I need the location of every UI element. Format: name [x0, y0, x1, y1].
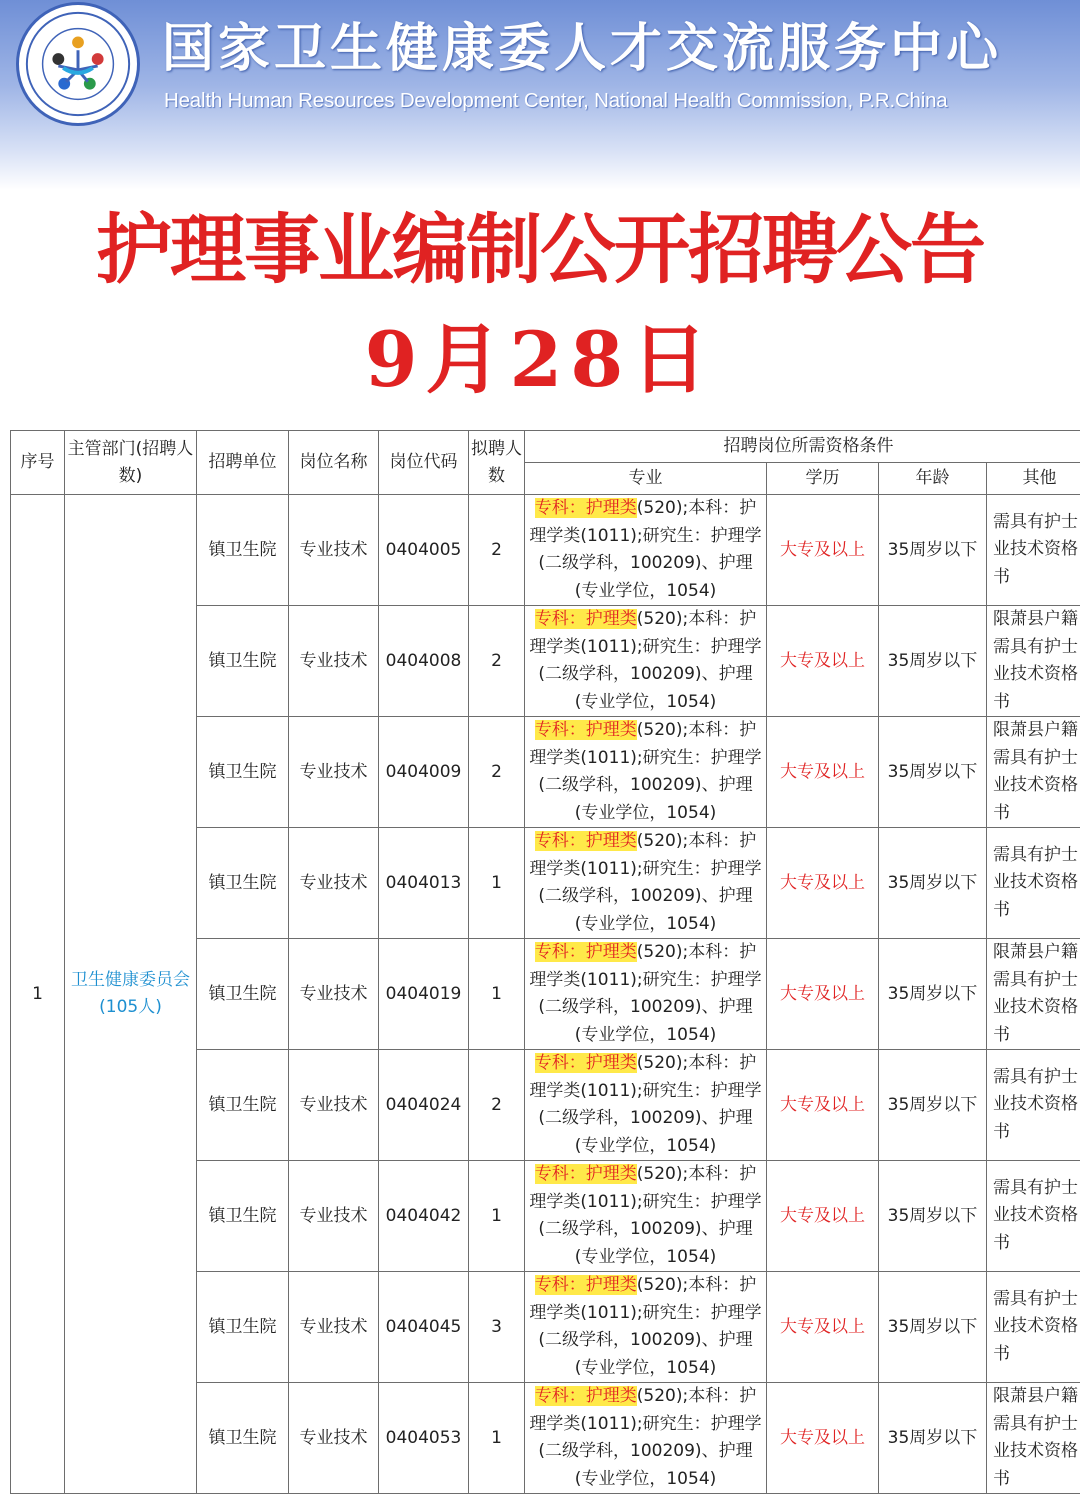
other-line: 业技术资格: [993, 872, 1078, 893]
other-cell: [987, 1272, 1080, 1383]
num-cell: 1: [469, 1161, 525, 1272]
age-cell: 35周岁以下: [879, 717, 987, 828]
header-other: 其他: [987, 463, 1080, 495]
major-cell: [525, 1161, 767, 1272]
post-cell: 专业技术: [289, 717, 379, 828]
unit-cell: 镇卫生院: [197, 1383, 289, 1494]
num-cell: 2: [469, 717, 525, 828]
major-rest: (520);本科：护理学类(1011);研究生：护理学(二级学科，100209)、护理(专业学位，1054): [529, 942, 762, 1045]
other-line: 需具有护士: [993, 1066, 1078, 1087]
num-cell: 2: [469, 495, 525, 606]
age-cell: 35周岁以下: [879, 606, 987, 717]
post-cell: 专业技术: [289, 1161, 379, 1272]
edu-cell: 大专及以上: [767, 939, 879, 1050]
major-rest: (520);本科：护理学类(1011);研究生：护理学(二级学科，100209)、护理(专业学位，1054): [529, 1275, 762, 1378]
header-dept: 主管部门(招聘人数): [65, 431, 197, 495]
major-cell: [525, 828, 767, 939]
header-post: 岗位名称: [289, 431, 379, 495]
other-cell: [987, 606, 1080, 717]
major-rest: (520);本科：护理学类(1011);研究生：护理学(二级学科，100209)、护理(专业学位，1054): [529, 720, 762, 823]
other-line: 需具有护士: [993, 844, 1078, 865]
other-cell: [987, 495, 1080, 606]
code-cell: 0404042: [379, 1161, 469, 1272]
announcement-date: 9月28日: [364, 315, 716, 404]
major-highlight: 专科：护理类: [534, 1275, 637, 1295]
post-cell: 专业技术: [289, 939, 379, 1050]
edu-cell: 大专及以上: [767, 1383, 879, 1494]
other-line: 需具有护士: [993, 636, 1078, 657]
other-cell: [987, 717, 1080, 828]
post-cell: 专业技术: [289, 495, 379, 606]
other-line: 限萧县户籍: [993, 942, 1078, 962]
header-edu: 学历: [767, 463, 879, 495]
unit-cell: 镇卫生院: [197, 495, 289, 606]
major-highlight: 专科：护理类: [534, 942, 637, 962]
other-line: 需具有护士: [993, 1177, 1078, 1198]
code-cell: 0404024: [379, 1050, 469, 1161]
other-line: 业技术资格: [993, 775, 1078, 795]
other-line: 业技术资格: [993, 997, 1078, 1017]
other-line: 书: [993, 899, 1010, 920]
organization-seal-logo-icon: [16, 2, 140, 126]
post-cell: 专业技术: [289, 1272, 379, 1383]
other-line: 业技术资格: [993, 1316, 1078, 1337]
age-cell: 35周岁以下: [879, 1161, 987, 1272]
header-conditions: 招聘岗位所需资格条件: [525, 431, 1080, 463]
post-cell: 专业技术: [289, 1383, 379, 1494]
other-line: 书: [993, 1232, 1010, 1253]
major-highlight: 专科：护理类: [534, 1053, 637, 1073]
other-line: 书: [993, 1024, 1010, 1045]
header-major: 专业: [525, 463, 767, 495]
other-cell: [987, 939, 1080, 1050]
major-cell: [525, 1383, 767, 1494]
code-cell: 0404045: [379, 1272, 469, 1383]
unit-cell: 镇卫生院: [197, 1050, 289, 1161]
num-cell: 3: [469, 1272, 525, 1383]
age-cell: 35周岁以下: [879, 1383, 987, 1494]
post-cell: 专业技术: [289, 1050, 379, 1161]
other-line: 需具有护士: [993, 1413, 1078, 1434]
edu-cell: 大专及以上: [767, 1161, 879, 1272]
unit-cell: 镇卫生院: [197, 1272, 289, 1383]
major-highlight: 专科：护理类: [534, 1164, 637, 1184]
major-highlight: 专科：护理类: [534, 609, 637, 629]
major-rest: (520);本科：护理学类(1011);研究生：护理学(二级学科，100209)、护理(专业学位，1054): [529, 1386, 762, 1489]
logo-graphic: [19, 5, 137, 123]
header-code: 岗位代码: [379, 431, 469, 495]
other-cell: [987, 828, 1080, 939]
other-line: 书: [993, 802, 1010, 823]
other-line: 需具有护士: [993, 1288, 1078, 1309]
major-highlight: 专科：护理类: [534, 1386, 637, 1406]
edu-cell: 大专及以上: [767, 717, 879, 828]
other-line: 书: [993, 691, 1010, 712]
age-cell: 35周岁以下: [879, 495, 987, 606]
num-cell: 1: [469, 828, 525, 939]
other-line: 书: [993, 1468, 1010, 1489]
num-cell: 2: [469, 1050, 525, 1161]
major-highlight: 专科：护理类: [534, 720, 637, 740]
table-body: [11, 495, 1080, 1494]
code-cell: 0404013: [379, 828, 469, 939]
other-line: 业技术资格: [993, 1094, 1078, 1115]
dept-cell: 卫生健康委员会(105人): [65, 495, 197, 1494]
major-cell: [525, 1050, 767, 1161]
other-line: 需具有护士: [993, 969, 1078, 990]
other-cell: [987, 1383, 1080, 1494]
num-cell: 1: [469, 1383, 525, 1494]
recruitment-table: [10, 430, 1080, 1494]
major-cell: [525, 1272, 767, 1383]
other-line: 业技术资格: [993, 664, 1078, 684]
header-age: 年龄: [879, 463, 987, 495]
other-line: 业技术资格: [993, 1441, 1078, 1461]
major-rest: (520);本科：护理学类(1011);研究生：护理学(二级学科，100209)、护理(专业学位，1054): [529, 831, 762, 934]
edu-cell: 大专及以上: [767, 1050, 879, 1161]
unit-cell: 镇卫生院: [197, 606, 289, 717]
edu-cell: 大专及以上: [767, 606, 879, 717]
num-cell: 1: [469, 939, 525, 1050]
organization-name-en: Health Human Resources Development Center, National Health Commission, P.R.China: [164, 89, 948, 112]
edu-cell: 大专及以上: [767, 828, 879, 939]
age-cell: 35周岁以下: [879, 939, 987, 1050]
other-cell: [987, 1161, 1080, 1272]
edu-cell: 大专及以上: [767, 495, 879, 606]
major-rest: (520);本科：护理学类(1011);研究生：护理学(二级学科，100209)、护理(专业学位，1054): [529, 1164, 762, 1267]
age-cell: 35周岁以下: [879, 1050, 987, 1161]
unit-cell: 镇卫生院: [197, 828, 289, 939]
seq-cell: 1: [11, 495, 65, 1494]
other-line: 需具有护士: [993, 747, 1078, 768]
other-line: 书: [993, 566, 1010, 587]
other-line: 限萧县户籍: [993, 720, 1078, 740]
age-cell: 35周岁以下: [879, 828, 987, 939]
other-line: 限萧县户籍: [993, 609, 1078, 629]
header-num: 拟聘人数: [469, 431, 525, 495]
num-cell: 2: [469, 606, 525, 717]
other-line: 限萧县户籍: [993, 1386, 1078, 1406]
other-line: 书: [993, 1121, 1010, 1142]
major-rest: (520);本科：护理学类(1011);研究生：护理学(二级学科，100209)、护理(专业学位，1054): [529, 1053, 762, 1156]
age-cell: 35周岁以下: [879, 1272, 987, 1383]
code-cell: 0404009: [379, 717, 469, 828]
major-cell: [525, 939, 767, 1050]
unit-cell: 镇卫生院: [197, 717, 289, 828]
header-unit: 招聘单位: [197, 431, 289, 495]
major-highlight: 专科：护理类: [534, 498, 637, 518]
header-banner: [0, 0, 1080, 190]
page-title: 护理事业编制公开招聘公告: [96, 205, 984, 294]
post-cell: 专业技术: [289, 828, 379, 939]
major-highlight: 专科：护理类: [534, 831, 637, 851]
edu-cell: 大专及以上: [767, 1272, 879, 1383]
major-rest: (520);本科：护理学类(1011);研究生：护理学(二级学科，100209)、护理(专业学位，1054): [529, 609, 762, 712]
organization-name-cn: 国家卫生健康委人才交流服务中心: [162, 19, 1003, 79]
code-cell: 0404005: [379, 495, 469, 606]
major-rest: (520);本科：护理学类(1011);研究生：护理学(二级学科，100209)、护理(专业学位，1054): [529, 498, 762, 601]
major-cell: [525, 717, 767, 828]
other-line: 业技术资格: [993, 1205, 1078, 1226]
major-cell: [525, 495, 767, 606]
unit-cell: 镇卫生院: [197, 1161, 289, 1272]
other-line: 需具有护士: [993, 511, 1078, 532]
code-cell: 0404019: [379, 939, 469, 1050]
post-cell: 专业技术: [289, 606, 379, 717]
header-seq: 序号: [11, 431, 65, 495]
code-cell: 0404053: [379, 1383, 469, 1494]
other-line: 业技术资格: [993, 539, 1078, 560]
code-cell: 0404008: [379, 606, 469, 717]
other-line: 书: [993, 1343, 1010, 1364]
major-cell: [525, 606, 767, 717]
table-row: [11, 495, 1080, 606]
unit-cell: 镇卫生院: [197, 939, 289, 1050]
other-cell: [987, 1050, 1080, 1161]
